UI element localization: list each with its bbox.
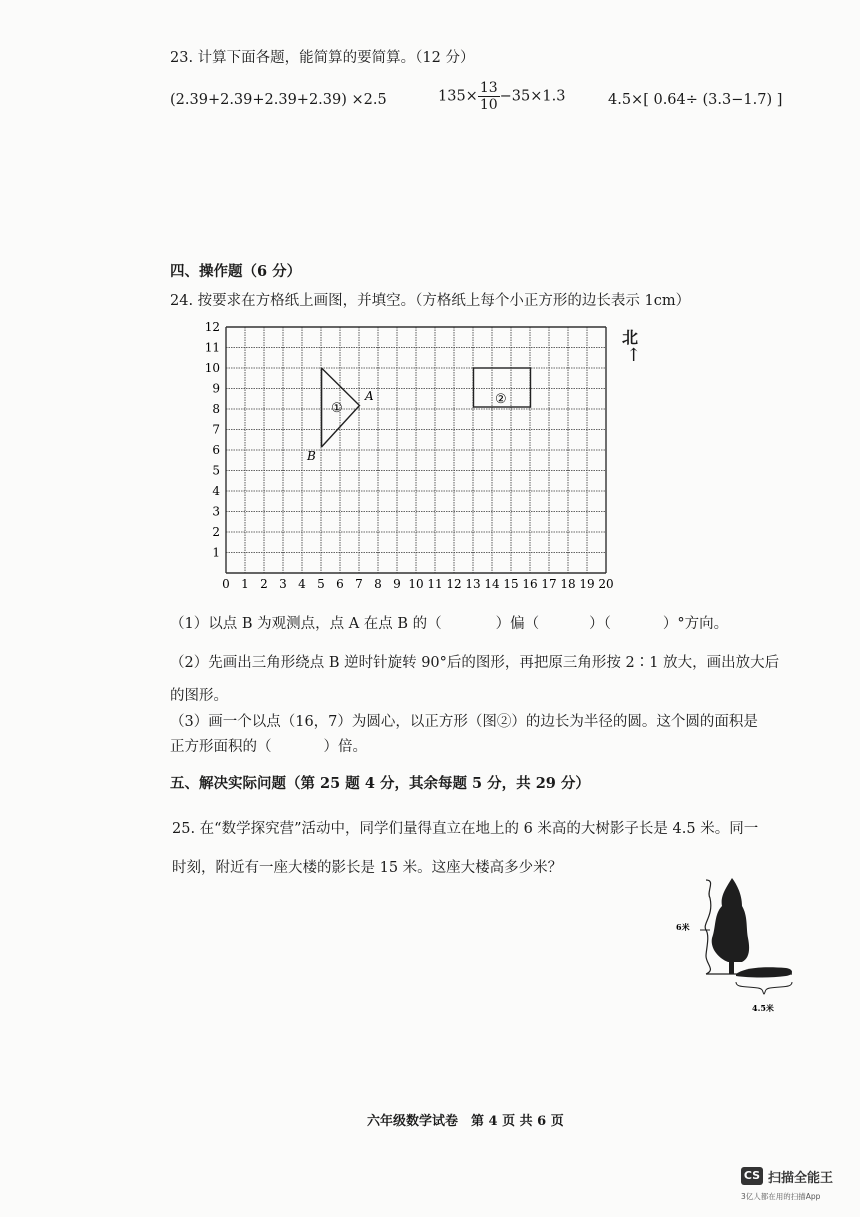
x-axis-labels [222,577,613,590]
x-tick-label: 17 [541,577,557,590]
q24-part-3-line-1: （3）画一个以点（16，7）为圆心，以正方形（图②）的边长为半径的圆。这个圆的面积是 [170,714,758,730]
q24-part-2-line-1: （2）先画出三角形绕点 B 逆时针旋转 90°后的图形，再把原三角形按 2∶1 放大，画出放大后 [170,655,780,671]
y-tick-label: 11 [204,340,220,355]
q24-part-1 [170,612,728,633]
fraction [478,80,500,113]
x-tick-label: 2 [260,577,268,590]
q24-title: 24. 按要求在方格纸上画图，并填空。（方格纸上每个小正方形的边长表示 1cm） [170,293,691,309]
x-tick-label: 0 [222,577,230,590]
tree-icon [712,878,749,974]
x-tick-label: 3 [279,577,287,590]
q23-expr2-prefix: 135× [438,88,478,105]
q23-expression-1: (2.39+2.39+2.39+2.39) ×2.5 [170,92,387,108]
section-5-title: 五、解决实际问题（第 25 题 4 分，其余每题 5 分，共 29 分） [170,775,590,792]
x-tick-label: 7 [355,577,363,590]
x-tick-label: 10 [408,577,424,590]
y-tick-label: 4 [212,484,220,498]
y-tick-label: 3 [212,504,220,519]
q25-line-1: 25. 在“数学探究营”活动中，同学们量得直立在地上的 6 米高的大树影子长是 4.5 米。同一 [172,821,759,837]
shadow-brace [736,982,792,994]
y-tick-label: 6 [212,443,220,457]
point-b-label: B [307,449,316,463]
x-tick-label: 5 [317,577,325,590]
x-tick-label: 18 [560,577,576,590]
y-axis-labels [205,320,221,560]
x-tick-label: 16 [522,577,538,590]
point-a-label: A [365,389,374,403]
x-tick-label: 19 [579,577,595,590]
shadow-shape [736,967,792,977]
section-4-title: 四、操作题（6 分） [170,263,302,280]
x-tick-label: 20 [598,577,614,590]
scanner-app-name: 扫描全能王 [768,1171,834,1186]
x-tick-label: 4 [298,577,306,590]
shadow-length-label: 4.5米 [752,1003,774,1013]
shape-2-label: ② [495,392,507,407]
scanner-logo-icon: CS [741,1167,763,1185]
x-tick-label: 12 [446,577,462,590]
scanner-tagline: 3亿人都在用的扫描App [741,1192,821,1201]
grid-lines [226,327,606,573]
north-label: 北 [622,328,639,347]
x-tick-label: 15 [503,577,519,590]
x-tick-label: 13 [465,577,481,590]
q24-part-3-line-2-a: 正方形面积的（ [170,739,272,755]
x-tick-label: 1 [241,577,249,590]
x-tick-label: 14 [484,577,500,590]
x-tick-label: 8 [374,577,382,590]
fraction-numerator: 13 [479,80,498,96]
fraction-denominator: 10 [479,97,498,113]
q24-part-3-line-2-b: ）倍。 [323,739,367,755]
grid-figure [195,318,645,590]
x-tick-label: 9 [393,577,401,590]
y-tick-label: 8 [212,402,220,416]
q23-expr2-suffix: −35×1.3 [499,88,566,105]
q25-line-2: 时刻，附近有一座大楼的影长是 15 米。这座大楼高多少米？ [172,860,563,876]
q24-part-1-d: ）°方向。 [662,616,729,632]
page-footer: 六年级数学试卷 第 4 页 共 6 页 [367,1114,564,1129]
y-tick-label: 10 [204,361,220,375]
q24-part-3-line-2 [170,735,367,756]
tree-height-label: 6米 [676,922,690,932]
north-arrow-icon: ↑ [626,345,642,366]
y-tick-label: 7 [212,422,220,437]
q24-part-2-line-2: 的图形。 [170,688,228,704]
q24-part-1-c: ）（ [589,616,611,632]
q23-title: 23. 计算下面各题，能简算的要简算。（12 分） [170,50,475,66]
tree-shadow-illustration [670,872,810,1022]
q23-expression-2 [438,80,565,113]
y-tick-label: 5 [212,463,220,478]
y-tick-label: 12 [204,320,220,334]
y-tick-label: 9 [212,381,220,396]
q24-part-1-b: ）偏（ [495,616,540,632]
x-tick-label: 6 [336,577,344,590]
height-brace [705,880,711,974]
q23-expression-3: 4.5×[ 0.64÷ (3.3−1.7) ] [608,92,783,108]
q24-part-1-a: （1）以点 B 为观测点，点 A 在点 B 的（ [170,616,442,632]
y-tick-label: 2 [212,525,220,539]
shape-1-label: ① [331,401,343,416]
y-tick-label: 1 [212,545,220,560]
x-tick-label: 11 [427,577,443,590]
